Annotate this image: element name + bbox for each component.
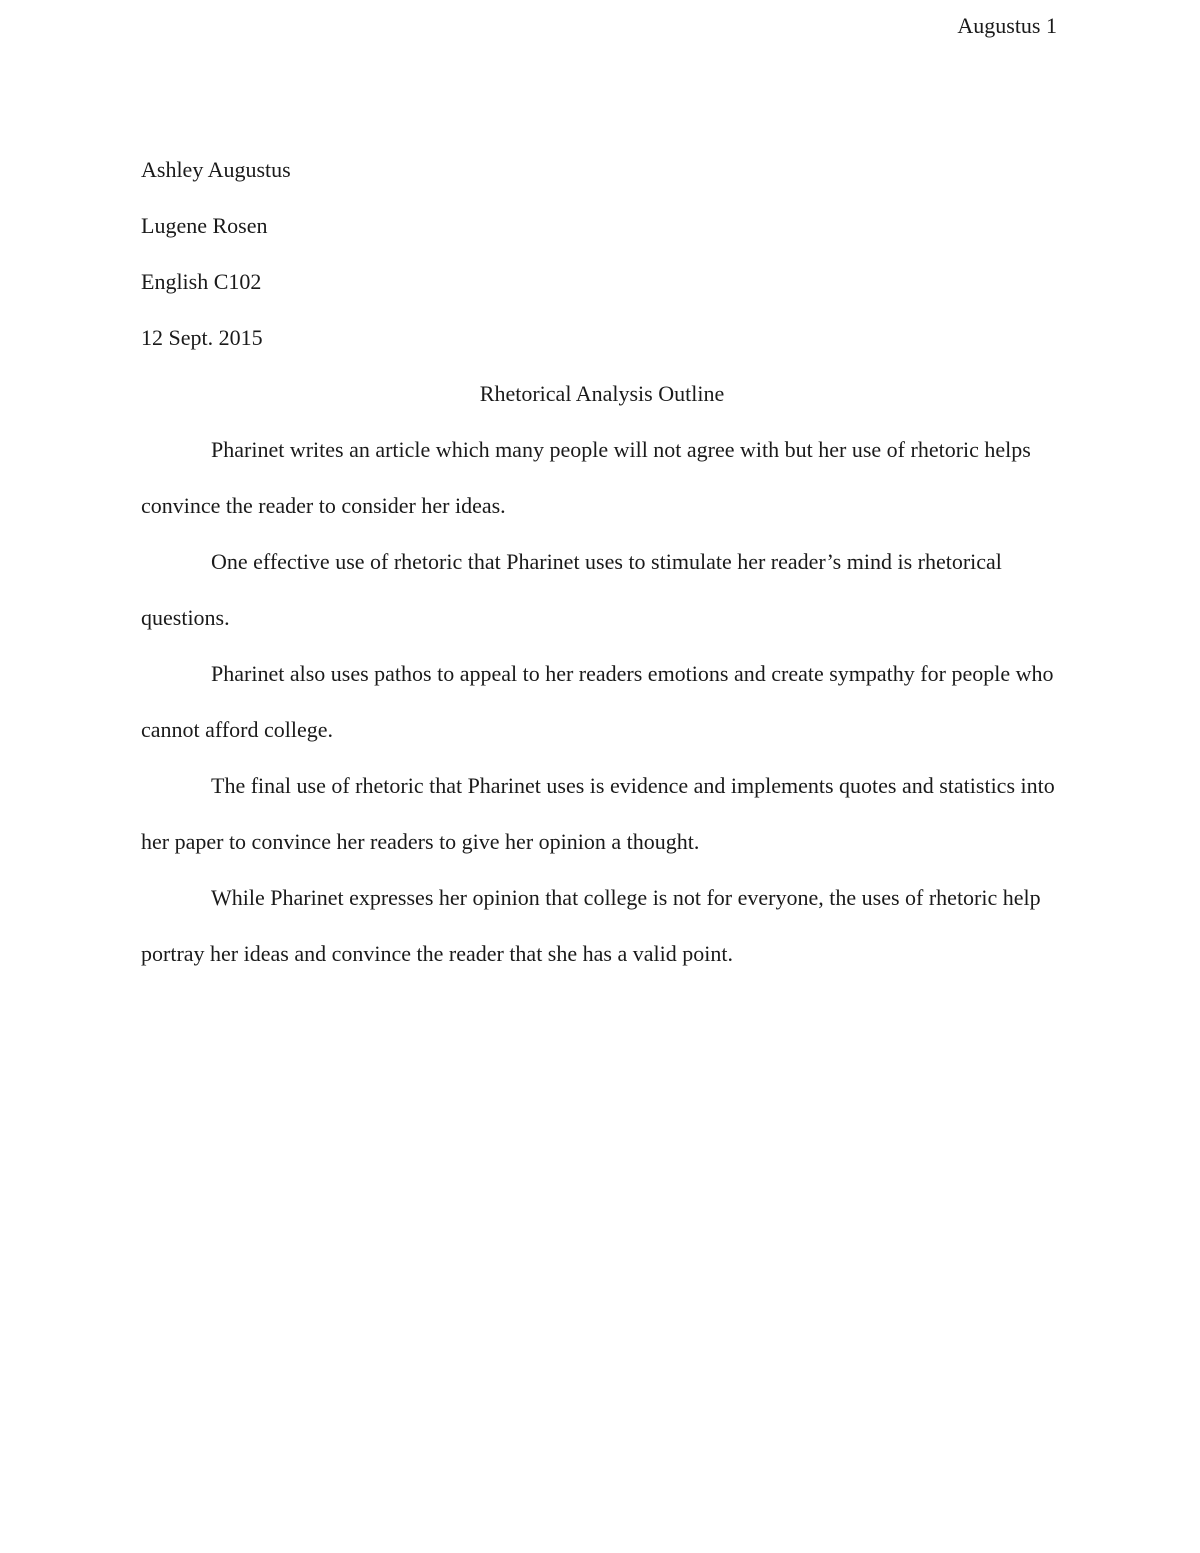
running-header: Augustus 1 — [957, 13, 1057, 38]
submission-date: 12 Sept. 2015 — [141, 325, 263, 350]
paragraph-pathos: Pharinet also uses pathos to appeal to her readers emotions and create sympathy for people who cannot afford college. — [141, 661, 1054, 742]
student-name: Ashley Augustus — [141, 157, 291, 182]
document-title: Rhetorical Analysis Outline — [479, 381, 725, 406]
paragraph-introduction: Pharinet writes an article which many people will not agree with but her use of rhetoric helps convince the reader to consider her ideas. — [141, 437, 1031, 518]
paragraph-rhetorical-questions: One effective use of rhetoric that Pharinet uses to stimulate her reader’s mind is rhetorical questions. — [141, 549, 1002, 630]
instructor-name: Lugene Rosen — [141, 213, 268, 238]
course-name: English C102 — [141, 269, 262, 294]
paragraph-conclusion: While Pharinet expresses her opinion that college is not for everyone, the uses of rhetoric help portray her ideas and convince the reader that she has a valid point. — [141, 885, 1041, 966]
paragraph-evidence: The final use of rhetoric that Pharinet uses is evidence and implements quotes and statistics into her paper to convince her readers to give her opinion a thought. — [141, 773, 1055, 854]
document-body — [141, 142, 1063, 982]
